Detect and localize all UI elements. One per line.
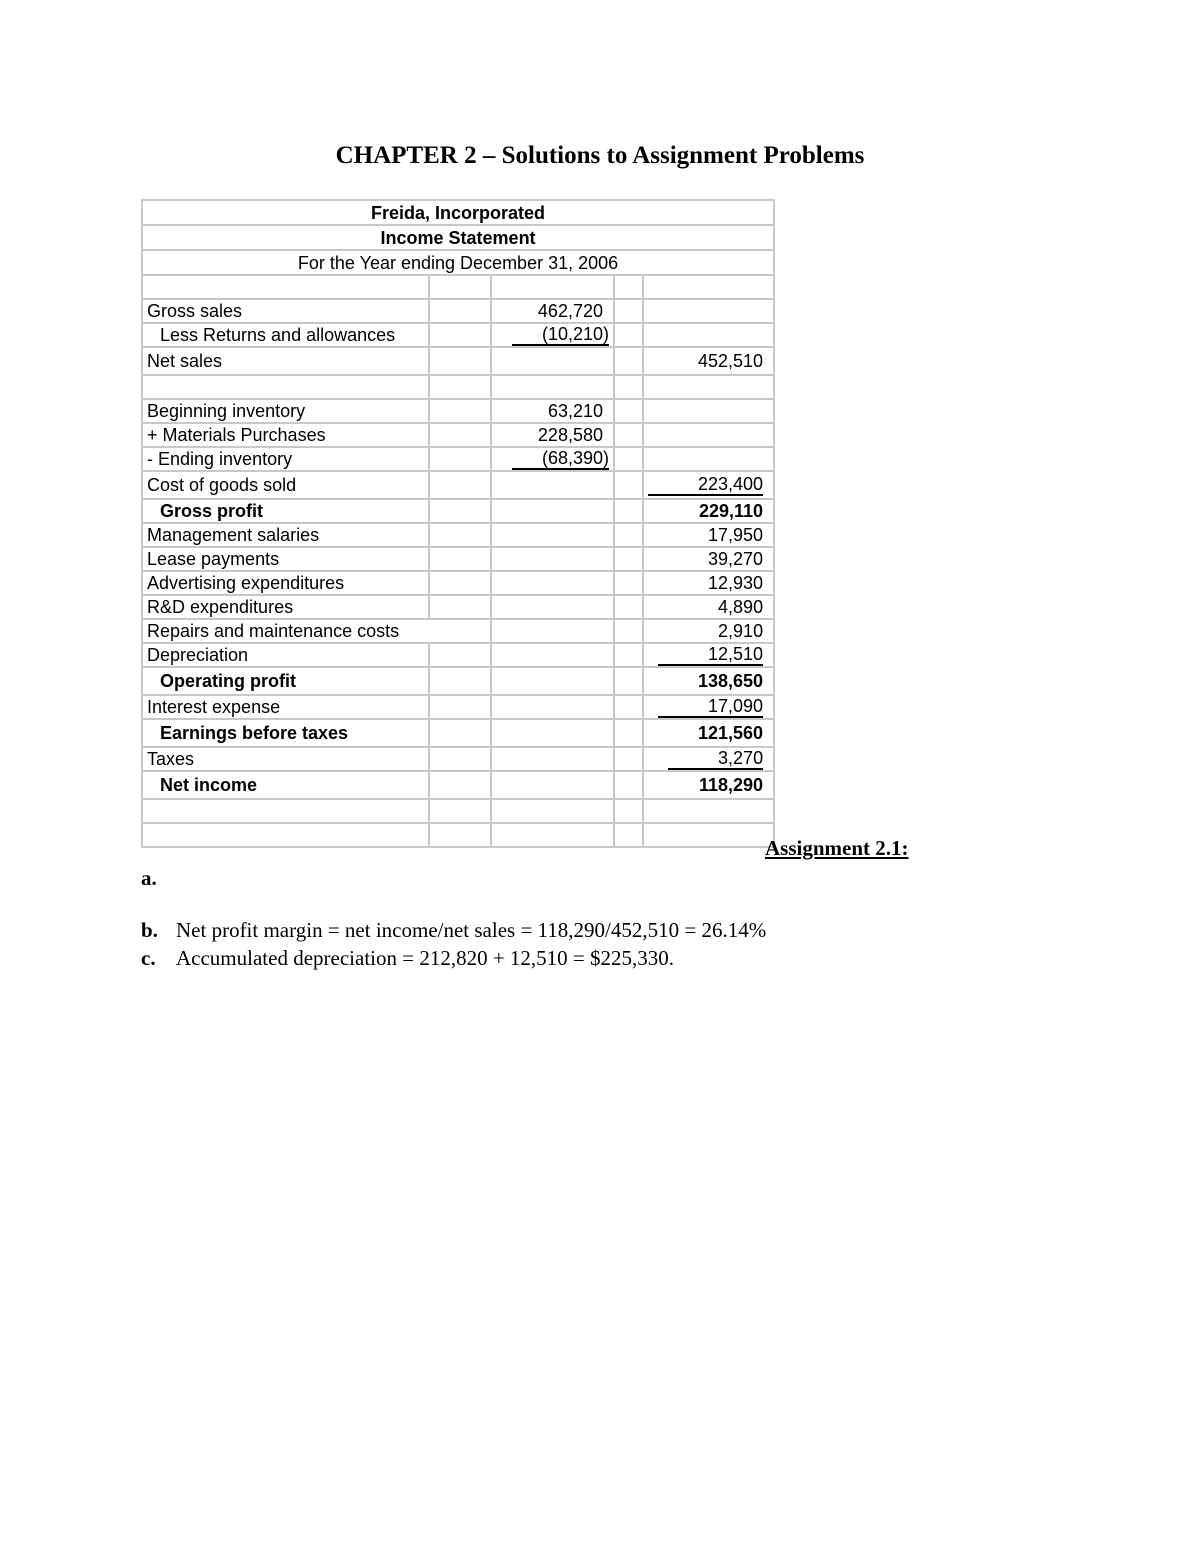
statement-period: For the Year ending December 31, 2006 xyxy=(142,250,774,275)
table-row xyxy=(142,423,774,447)
table-row xyxy=(142,719,774,747)
row-label: Repairs and maintenance costs xyxy=(142,619,491,643)
row-total: 2,910 xyxy=(643,619,774,643)
table-row xyxy=(142,447,774,471)
table-row xyxy=(142,299,774,323)
table-row xyxy=(142,619,774,643)
blank-row xyxy=(142,275,774,299)
blank-row xyxy=(142,823,774,847)
row-total: 223,400 xyxy=(648,475,763,496)
answer-c-marker: c. xyxy=(141,946,156,970)
blank-row xyxy=(142,799,774,823)
row-value: (68,390) xyxy=(512,449,609,470)
row-total: 229,110 xyxy=(643,499,774,523)
row-total: 138,650 xyxy=(643,667,774,695)
table-row xyxy=(142,695,774,719)
row-total: 12,510 xyxy=(658,645,763,666)
assignment-heading: Assignment 2.1: xyxy=(765,836,909,860)
row-label: Beginning inventory xyxy=(142,399,429,423)
row-label: Earnings before taxes xyxy=(142,719,429,747)
row-total: 17,950 xyxy=(643,523,774,547)
table-row xyxy=(142,399,774,423)
table-row xyxy=(142,747,774,771)
table-row xyxy=(142,323,774,347)
company-name: Freida, Incorporated xyxy=(142,200,774,225)
row-total: 3,270 xyxy=(668,749,763,770)
answer-c-text: Accumulated depreciation = 212,820 + 12,510 = $225,330. xyxy=(176,946,675,970)
row-total: 17,090 xyxy=(658,697,763,718)
page-title: CHAPTER 2 – Solutions to Assignment Problems xyxy=(335,142,865,169)
row-total: 4,890 xyxy=(643,595,774,619)
row-total: 121,560 xyxy=(643,719,774,747)
row-total: 39,270 xyxy=(643,547,774,571)
table-row xyxy=(142,667,774,695)
table-row xyxy=(142,499,774,523)
row-label: Operating profit xyxy=(142,667,429,695)
row-value: 462,720 xyxy=(491,299,614,323)
answer-c xyxy=(141,946,674,971)
answer-b-marker: b. xyxy=(141,918,158,942)
row-value: 228,580 xyxy=(491,423,614,447)
statement-name: Income Statement xyxy=(142,225,774,250)
row-label: Cost of goods sold xyxy=(142,471,429,499)
row-label: Interest expense xyxy=(142,695,429,719)
answer-a xyxy=(141,866,176,891)
row-label: Taxes xyxy=(142,747,429,771)
row-label: R&D expenditures xyxy=(142,595,429,619)
table-row xyxy=(142,523,774,547)
row-label: Management salaries xyxy=(142,523,429,547)
row-value: (10,210) xyxy=(512,325,609,346)
row-value: 63,210 xyxy=(491,399,614,423)
table-row xyxy=(142,571,774,595)
row-label: Lease payments xyxy=(142,547,429,571)
income-statement-table xyxy=(141,199,775,848)
row-label: - Ending inventory xyxy=(142,447,429,471)
row-label: Gross sales xyxy=(142,299,429,323)
table-row xyxy=(142,595,774,619)
answer-a-marker: a. xyxy=(141,866,157,890)
row-total: 452,510 xyxy=(643,347,774,375)
table-row xyxy=(142,643,774,667)
row-label: Net sales xyxy=(142,347,429,375)
row-label: Gross profit xyxy=(142,499,429,523)
answer-b xyxy=(141,918,766,943)
table-row xyxy=(142,547,774,571)
row-total: 118,290 xyxy=(643,771,774,799)
table-row xyxy=(142,347,774,375)
row-label: Less Returns and allowances xyxy=(142,323,429,347)
row-label: Advertising expenditures xyxy=(142,571,429,595)
row-label: Net income xyxy=(142,771,429,799)
answer-b-text: Net profit margin = net income/net sales = 118,290/452,510 = 26.14% xyxy=(176,918,767,942)
row-label: Depreciation xyxy=(142,643,429,667)
blank-row xyxy=(142,375,774,399)
row-label: + Materials Purchases xyxy=(142,423,429,447)
table-row xyxy=(142,471,774,499)
row-total: 12,930 xyxy=(643,571,774,595)
table-row xyxy=(142,771,774,799)
